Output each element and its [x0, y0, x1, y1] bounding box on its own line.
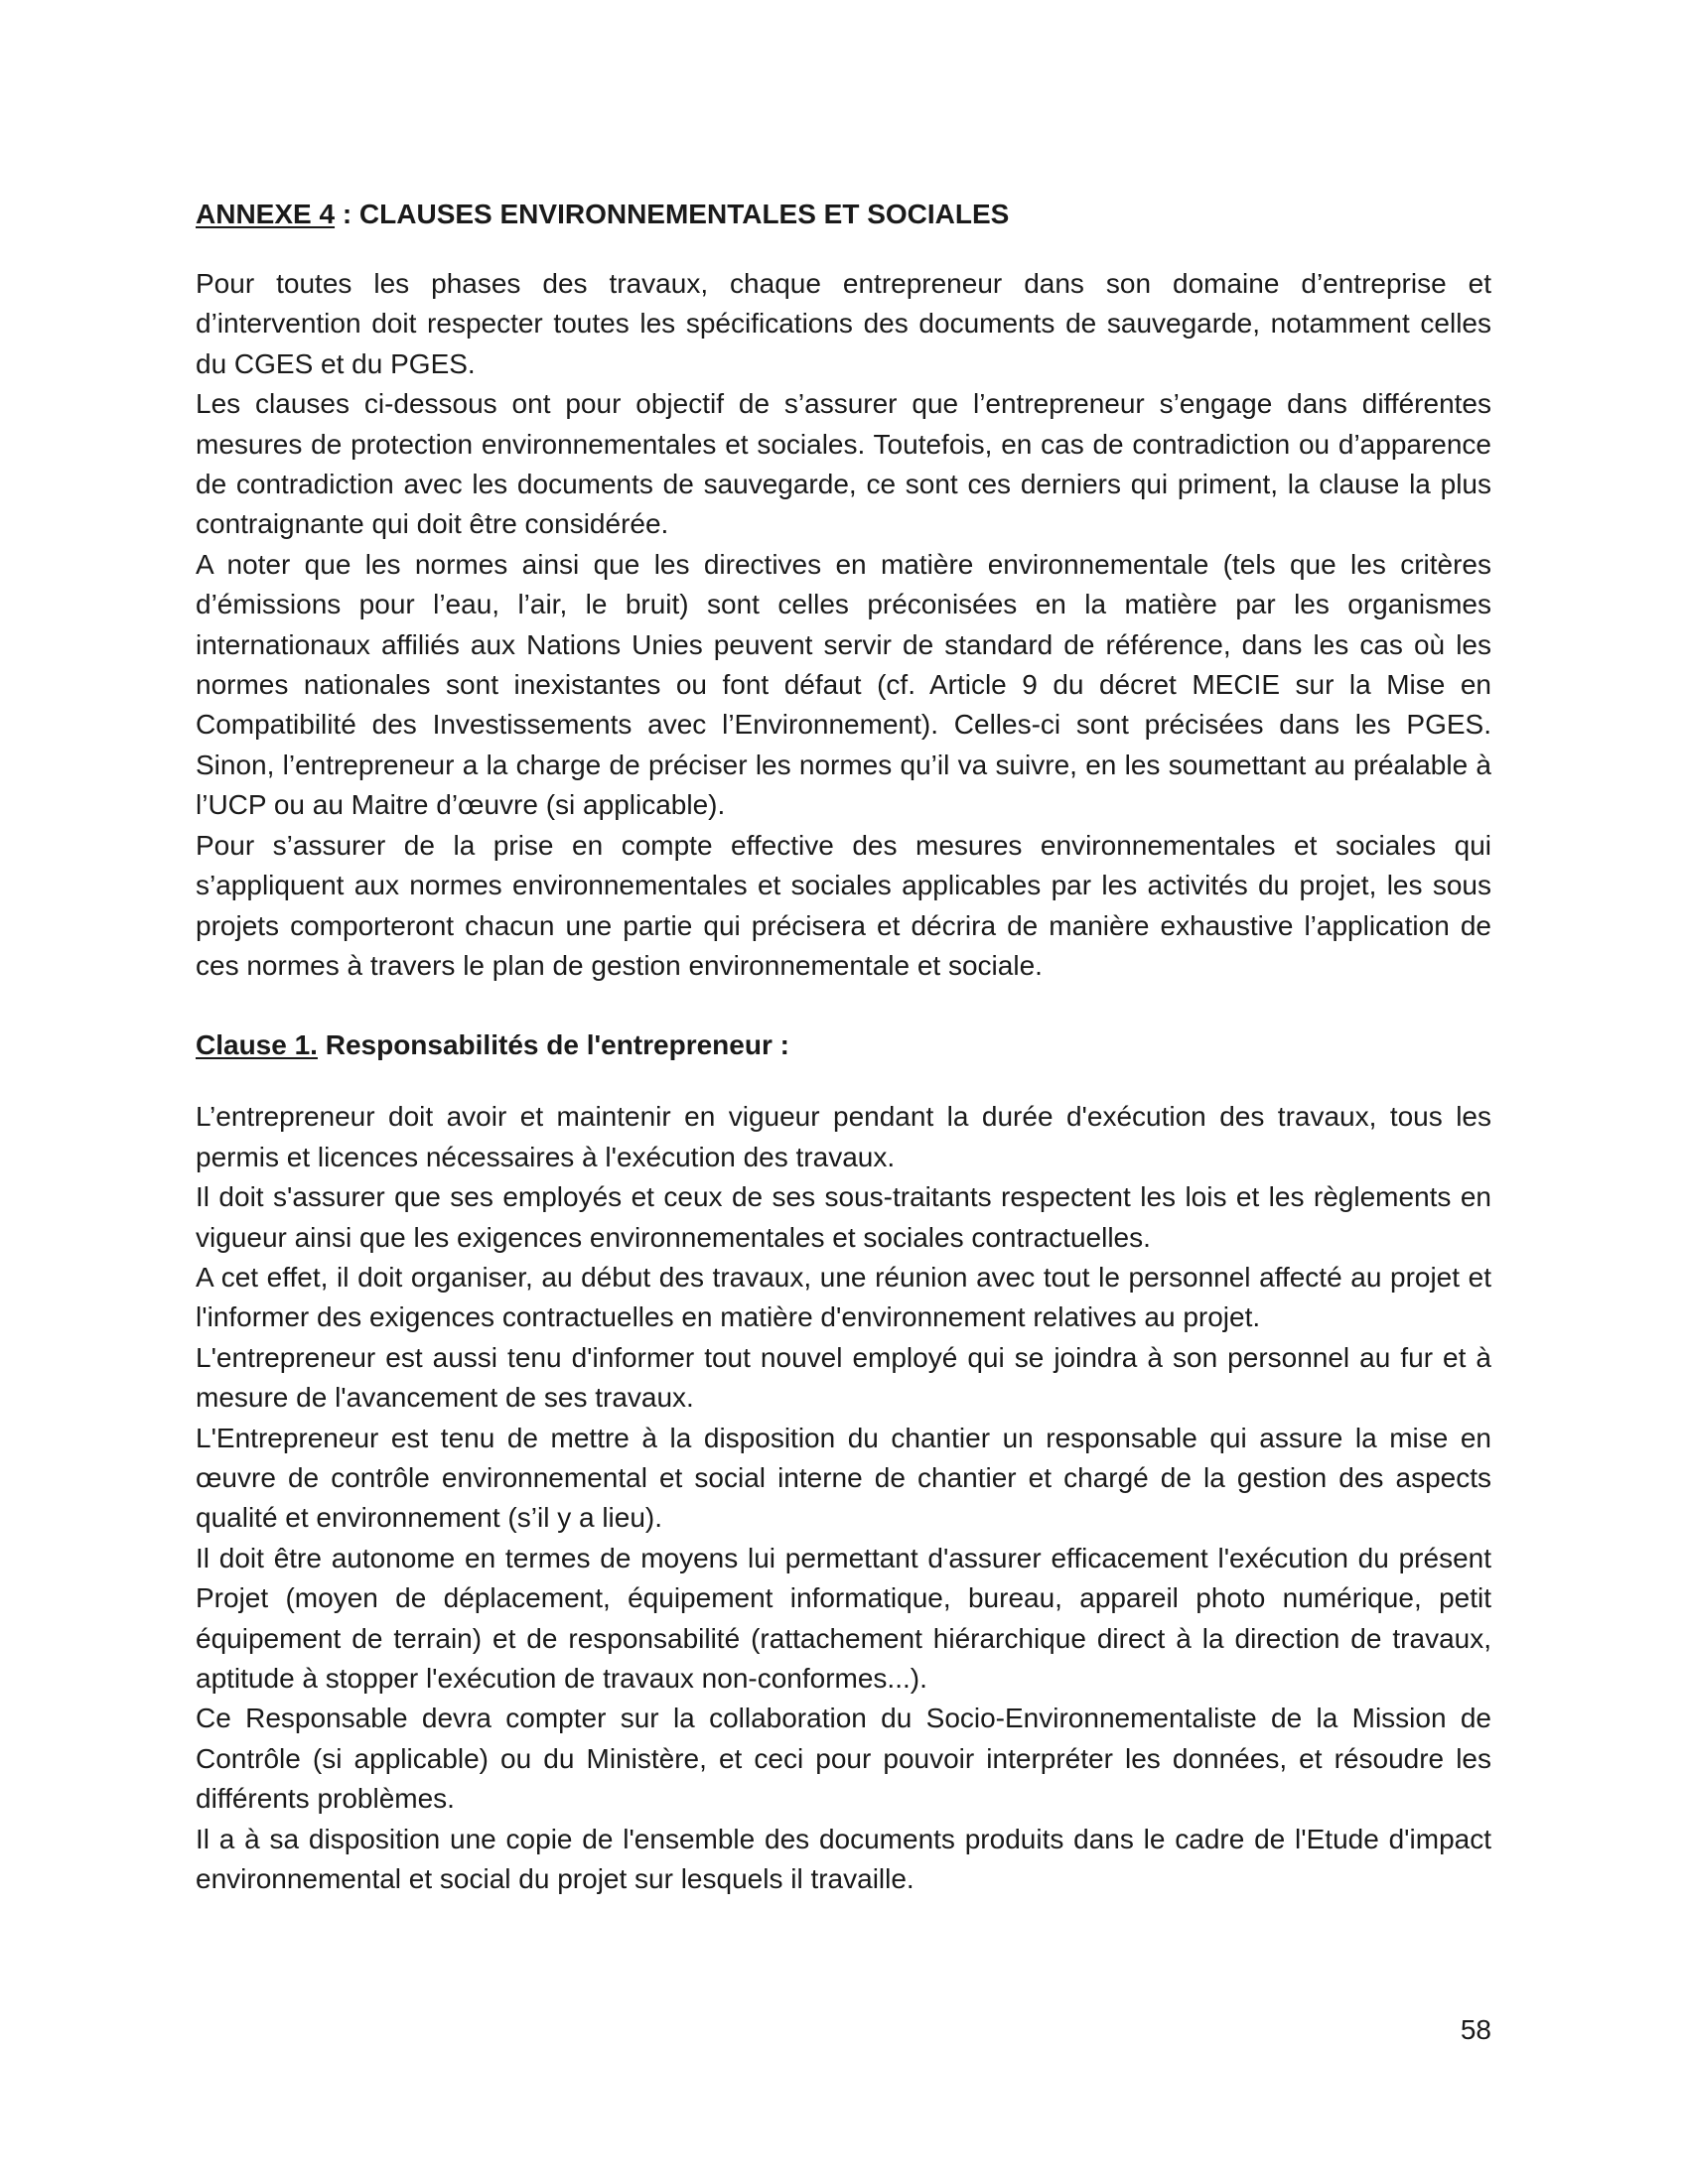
paragraph: Les clauses ci-dessous ont pour objectif de s’assurer que l’entrepreneur s’engage dans différentes mesures de protection environnementales et sociales. Toutefois, en cas de contradiction ou d’apparence de contradiction avec les documents de sauvegarde, ce sont ces derniers qui priment, la clause la plus contraignante qui doit être considérée.	[196, 388, 1491, 540]
paragraph: Il a à sa disposition une copie de l'ensemble des documents produits dans le cadre de l'Etude d'impact environnemental et social du projet sur lesquels il travaille.	[196, 1823, 1491, 1895]
paragraph: L’entrepreneur doit avoir et maintenir en vigueur pendant la durée d'exécution des travaux, tous les permis et licences nécessaires à l'exécution des travaux.	[196, 1101, 1491, 1172]
paragraph: Pour toutes les phases des travaux, chaque entrepreneur dans son domaine d’entreprise et d’intervention doit respecter toutes les spécifications des documents de sauvegarde, notamment celles du CGES et du PGES.	[196, 268, 1491, 379]
clause-heading-prefix: Clause 1.	[196, 1029, 318, 1061]
clause-heading	[196, 1025, 1491, 1065]
page-content	[196, 195, 1491, 1899]
clause-heading-title: Responsabilités de l'entrepreneur :	[317, 1029, 789, 1061]
paragraph: Il doit s'assurer que ses employés et ceux de ses sous-traitants respectent les lois et les règlements en vigueur ainsi que les exigences environnementales et sociales contractuelles.	[196, 1181, 1491, 1253]
paragraph: A cet effet, il doit organiser, au début des travaux, une réunion avec tout le personnel affecté au projet et l'informer des exigences contractuelles en matière d'environnement relatives au projet.	[196, 1261, 1491, 1333]
paragraph: A noter que les normes ainsi que les directives en matière environnementale (tels que les critères d’émissions pour l’eau, l’air, le bruit) sont celles préconisées en la matière par les organismes internationaux affiliés aux Nations Unies peuvent servir de standard de référence, dans les cas où les normes nationales sont inexistantes ou font défaut (cf. Article 9 du décret MECIE sur la Mise en Compatibilité des Investissements avec l’Environnement). Celles-ci sont précisées dans les PGES. Sinon, l’entrepreneur a la charge de préciser les normes qu’il va suivre, en les soumettant au préalable à l’UCP ou au Maitre d’œuvre (si applicable).	[196, 548, 1491, 821]
annex-heading-title: : CLAUSES ENVIRONNEMENTALES ET SOCIALES	[335, 199, 1010, 229]
page-number: 58	[1460, 2014, 1491, 2045]
annex-heading	[196, 195, 1491, 234]
paragraph: L'entrepreneur est aussi tenu d'informer tout nouvel employé qui se joindra à son personnel au fur et à mesure de l'avancement de ses travaux.	[196, 1341, 1491, 1414]
paragraph: Pour s’assurer de la prise en compte effective des mesures environnementales et sociales qui s’appliquent aux normes environnementales et sociales applicables par les activités du projet, les sous projets comporteront chacun une partie qui précisera et décrira de manière exhaustive l’application de ces normes à travers le plan de gestion environnementale et sociale.	[196, 829, 1491, 981]
paragraph: Ce Responsable devra compter sur la collaboration du Socio-Environnementaliste de la Mission de Contrôle (si applicable) ou du Ministère, et ceci pour pouvoir interpréter les données, et résoudre les différents problèmes.	[196, 1703, 1491, 1815]
paragraph: L'Entrepreneur est tenu de mettre à la disposition du chantier un responsable qui assure la mise en œuvre de contrôle environnemental et social interne de chantier et chargé de la gestion des aspects qualité et environnement (s’il y a lieu).	[196, 1422, 1491, 1534]
annex-heading-prefix: ANNEXE 4	[196, 199, 336, 229]
paragraph: Il doit être autonome en termes de moyens lui permettant d'assurer efficacement l'exécution du présent Projet (moyen de déplacement, équipement informatique, bureau, appareil photo numérique, petit équipement de terrain) et de responsabilité (rattachement hiérarchique direct à la direction de travaux, aptitude à stopper l'exécution de travaux non-conformes...).	[196, 1542, 1491, 1694]
